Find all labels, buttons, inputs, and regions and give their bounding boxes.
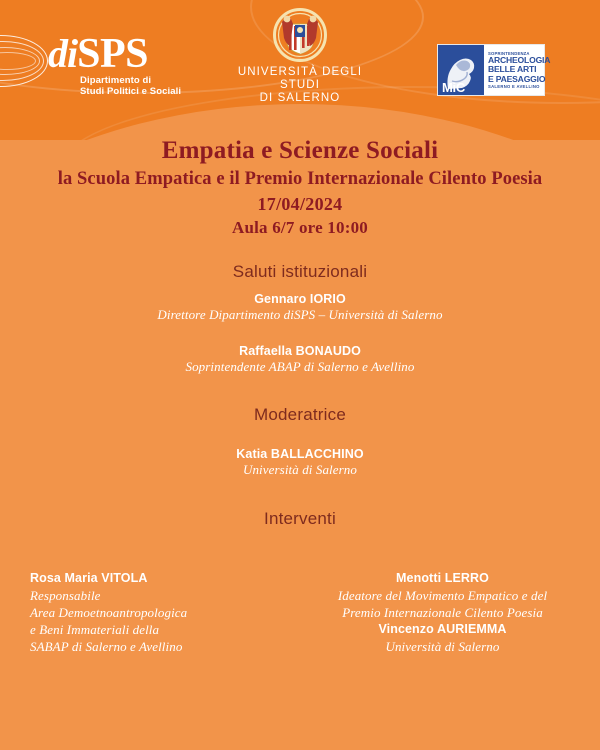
speaker-role-line1: Ideatore del Movimento Empatico e del [337, 588, 548, 603]
speaker-role: Università di Salerno [242, 462, 358, 477]
unisa-name-line2: DI SALERNO [259, 92, 341, 104]
speaker-name: Rosa Maria VITOLA [30, 571, 148, 585]
unisa-name-line1: UNIVERSITÀ DEGLI STUDI [237, 66, 363, 91]
event-subtitle: la Scuola Empatica e il Premio Internazionale Cilento Poesia [57, 169, 543, 189]
mic-soprintendenza-text: SOPRINTENDENZA [488, 50, 530, 56]
mic-line2: BELLE ARTI [488, 64, 537, 75]
section-heading-interventi: Interventi [264, 509, 336, 528]
disps-subtitle-line2: Studi Politici e Sociali [80, 86, 182, 97]
speaker-name: Raffaella BONAUDO [239, 344, 361, 358]
speaker-role: Soprintendente ABAP di Salerno e Avellino [185, 359, 415, 374]
mic-line1: ARCHEOLOGIA [488, 54, 551, 65]
speaker-role-line2: Premio Internazionale Cilento Poesia [342, 605, 543, 620]
disps-subtitle [80, 75, 181, 97]
speaker-role-line4: SABAP di Salerno e Avellino [30, 639, 183, 654]
title-block [0, 136, 600, 240]
speaker-gennaro-iorio [0, 291, 600, 323]
interventi-left-column [30, 570, 280, 655]
mic-label: MiC [442, 80, 465, 95]
speaker-role-line1: Responsabile [30, 588, 101, 603]
speaker-katia-ballacchino [0, 446, 600, 478]
mic-emblem-icon [438, 45, 484, 95]
mic-soprintendenza-block [484, 45, 553, 95]
speaker-menotti-lerro [305, 570, 580, 621]
disps-sps-text: SPS [77, 31, 148, 77]
speaker-role-line3: e Beni Immateriali della [30, 622, 160, 637]
speaker-name: Katia BALLACCHINO [236, 447, 364, 461]
section-heading-moderatrice: Moderatrice [254, 405, 346, 424]
disps-di-text: di [48, 31, 78, 76]
disps-wordmark [48, 33, 148, 75]
unisa-name [230, 66, 370, 105]
speaker-name: Menotti LERRO [396, 571, 489, 585]
speaker-role-line2: Area Demoetnoantropologica [30, 605, 188, 620]
interventi-right-column [305, 570, 580, 655]
event-date: 17/04/2024 [257, 194, 343, 214]
speaker-rosa-maria-vitola [30, 570, 280, 655]
section-heading-saluti: Saluti istituzionali [232, 262, 368, 281]
event-title: Empatia e Scienze Sociali [161, 137, 439, 164]
university-crest-icon [273, 8, 327, 62]
swoosh-icon [0, 35, 54, 87]
disps-subtitle-line1: Dipartimento di [80, 75, 152, 86]
event-room-time: Aula 6/7 ore 10:00 [232, 218, 368, 237]
mic-line3: E PAESAGGIO [488, 73, 546, 84]
unisa-logo [230, 8, 370, 105]
speaker-role: Direttore Dipartimento diSPS – Università di Salerno [157, 307, 443, 322]
speaker-vincenzo-auriemma [305, 621, 580, 655]
speaker-role-line1: Università di Salerno [385, 639, 500, 654]
mic-logo [437, 44, 551, 96]
speaker-name: Gennaro IORIO [254, 292, 346, 306]
speaker-name: Vincenzo AURIEMMA [378, 622, 507, 636]
disps-logo [0, 33, 200, 103]
mic-city-text: SALERNO E AVELLINO [488, 84, 540, 90]
speaker-raffaella-bonaudo [0, 343, 600, 375]
